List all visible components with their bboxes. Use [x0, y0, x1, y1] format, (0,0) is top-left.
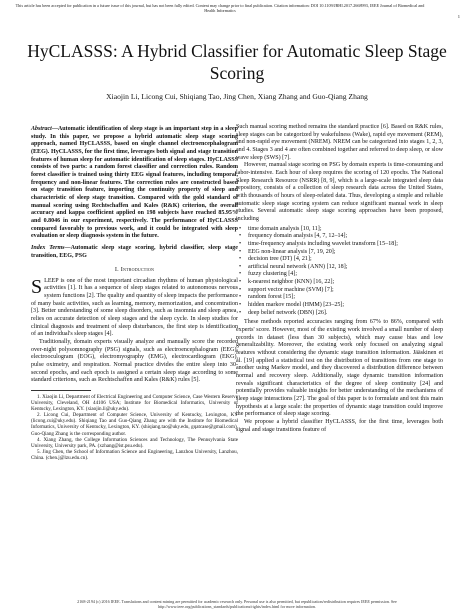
list-item: • k-nearest neighbor (KNN) [16, 22];: [246, 279, 443, 287]
methods-list: [236, 226, 443, 318]
list-item: • time domain analysis [10, 11];: [246, 226, 443, 234]
paper-title: HyCLASSS: A Hybrid Classifier for Automatic Sleep Stage Scoring: [27, 41, 447, 83]
list-item: • decision tree (DT) [4, 21];: [246, 256, 443, 264]
abstract-text: —Automatic identification of sleep stage is an important step in a sleep study. In this paper, we propose a hybrid automatic sleep stage scoring approach, named HyCLASSS, based on single channel electroencephalogram (EEG). HyCLASSS, for the first time, leverages both signal and stage transition features of human sleep for automatic identification of sleep stages. HyCLASSS consists of two parts: a random forest classifier and correction rules. Random forest classifier is trained using thirty EEG signal features, including temporal, frequency and non-linear features. The correction rules are constructed based on stage transition feature, importing the continuity property of sleep and characteristic of sleep stage transition. Compared with the gold standard of manual scoring using Rechtschaffen and Kales (R&K) criterion, the overall accuracy and kappa coefficient applied on 198 subjects have reached 85.95% and 0.8046 in our experiment, respectively. The performance of HyCLASSS compared favorably to previous work, and it could be integrated with sleep evaluation or sleep diagnosis system in the future.: [31, 126, 238, 240]
intro-paragraph-2: Traditionally, domain experts visually analyze and manually score the recorded over-night polysomnography (PSG) signals, such as electroencephalogram (EEG), electrooculogram (EOG), electromyography (EMG), electrocardiogram (EKG), pulse oximetry, and respiration. Normal practice divides the entire sleep into 30-second epochs, and each epoch is assigned a certain sleep stage according to some standard criterions, such as Rechtschaffen and Kales (R&K) rules [5].: [31, 339, 238, 384]
list-item: • hidden markov model (HMM) [23–25];: [246, 302, 443, 310]
body-paragraph-2: However, manual stage scoring on PSG by domain experts is time-consuming and labor-intensive. Each hour of sleep requires the scoring of 120 epochs. The National Sleep Research Resource (NSRR) [8, 9], which is a large-scale integrated sleep data repository, consists of a collection of sleep research data across the United States, with thousands of hours of sleep-related data. Thus, developing a simple and reliable automatic sleep stage scoring system can reduce significant manual work in sleep studies. Several automatic sleep stage scoring approaches have been proposed, including: [236, 162, 443, 222]
index-terms: [31, 245, 238, 260]
intro-paragraph-1: [31, 275, 238, 339]
abstract: [31, 126, 238, 241]
list-item: • frequency domain analysis [4, 7, 12–14];: [246, 233, 443, 241]
left-column: [31, 126, 238, 461]
body-paragraph-3: These methods reported accuracies ranging from 67% to 86%, compared with experts' score. However, most of the existing work involved a small number of sleep records in dataset (less than 30 subjects), which may cause bias and low generalizability. Moreover, the existing work only focused on analyzing signal features without considering the dynamic stage transition information. Jääskinen et al. [19] applied a statistical test on the distribution of transitions from one stage to another using Markov model, and they discovered a distribution difference between normal and recovery sleep. Additionally, stage dynamic transition information reveals significant characteristics of the degree of sleep continuity [24] and potentially provides valuable insights for better understanding of the mechanisms of sleep stage interactions [27]. The goal of this paper is to formulate and test this main hypothesis at a large scale: the properties of dynamic stage transition could improve the performance of sleep stage scoring.: [236, 319, 443, 418]
footnote-5: 5. Jing Chen, the School of Information Science and Engineering, Lanzhou University, Lanzhou, China. (chen.j@lzu.edu.cn).: [31, 448, 238, 461]
index-terms-text: —Automatic sleep stage scoring, hybrid classifier, sleep stage transition, EEG, PSG: [31, 244, 238, 259]
list-item: • artificial neural network (ANN) [12, 18];: [246, 264, 443, 272]
footnote-2: 2. Licong Cui, Department of Computer Science, University of Kentucky, Lexington, KY (licong.cui@uky.edu). Shiqiang Tao and Guo-Qiang Zhang are with the Institute for Biomedical Informatics, University of Kentucky, Lexington, KY. (shiqiang.tao@uky.edu, gqatcase@gmail.com). Guo-Qiang Zhang is the corresponding author.: [31, 412, 238, 437]
footnote-4: 4. Xiang Zhang, the College Information Sciences and Technology, The Pennsylvania State University, University park, PA. (xzhang@ist.psu.edu).: [31, 436, 238, 449]
drop-cap: S: [31, 275, 43, 298]
body-paragraph-1: Such manual scoring method remains the standard practice [6]. Based on R&K rules, sleep stages can be categorized by wakefulness (Wake), rapid eye movement (REM), and non-rapid eye movement (NREM). NREM can be categorized into stages 1, 2, 3, and 4. Stages 3 and 4 are often combined together and referred to deep sleep, or slow wave sleep (SWS) [7].: [236, 124, 443, 161]
list-item: • fuzzy clustering [4];: [246, 271, 443, 279]
list-item: • support vector machine (SVM) [7];: [246, 287, 443, 295]
author-footnotes: [31, 394, 238, 461]
right-column: [236, 124, 443, 434]
list-item: • random forest [15];: [246, 294, 443, 302]
footnote-divider: [31, 390, 91, 391]
list-item: • time-frequency analysis including wavelet transform [15–18];: [246, 241, 443, 249]
journal-header-note: This article has been accepted for publication in a future issue of this journal, but has not been fully edited. Content may change prior to final publication. Citation information: DOI 10.1109/JBHI.2017.2668993, IEEE Journal of Biomedical and Health Informatics: [15, 3, 425, 14]
abstract-label: Abstract: [31, 126, 52, 132]
intro-paragraph-1-text: LEEP is one of the most important circadian rhythms of human physiological activities [1]. It has a sequence of sleep stages related to autonomous nervous system functions [2]. The quality and quantity of sleep impacts the performance of many basic activities, such as learning, memory, memorization, and concentration [3]. Better understanding of some sleep disorders, such as insomnia and sleep apnea, relies on accurate detection of sleep stages and the sleep cycle. In sleep studies for clinical diagnosis and treatment of sleep disturbances, the first step is identification of an individual's sleep stages [4].: [31, 277, 238, 338]
list-item: • deep belief network (DBN) [26].: [246, 310, 443, 318]
list-item: • EEG non-linear analysis [7, 19, 20];: [246, 249, 443, 257]
copyright-footer: 2168-2194 (c) 2016 IEEE. Translations and content mining are permitted for academic research only. Personal use is also permitted, but republication/redistribution requires IEEE permission. See http://www.ieee.org/publications_standards/publications/rights/index.html for more information.: [77, 599, 397, 609]
section-heading-introduction: I. Introduction: [114, 266, 155, 274]
page-number: 1: [457, 14, 460, 19]
index-terms-label: Index Terms: [31, 244, 65, 251]
footnote-1: 1. Xiaojin Li, Department of Electrical Engineering and Computer Science, Case Western Reserve University, Cleveland, OH 44106 USA; Institute for Biomedical Informatics, University of Kentucky, Lexington, KY. (xiaojin.li@uky.edu).: [31, 394, 238, 413]
author-list: Xiaojin Li, Licong Cui, Shiqiang Tao, Jing Chen, Xiang Zhang and Guo-Qiang Zhang: [106, 92, 368, 101]
body-paragraph-4: We propose a hybrid classifier HyCLASSS, for the first time, leverages both signal and stage transitions feature of: [236, 418, 443, 433]
